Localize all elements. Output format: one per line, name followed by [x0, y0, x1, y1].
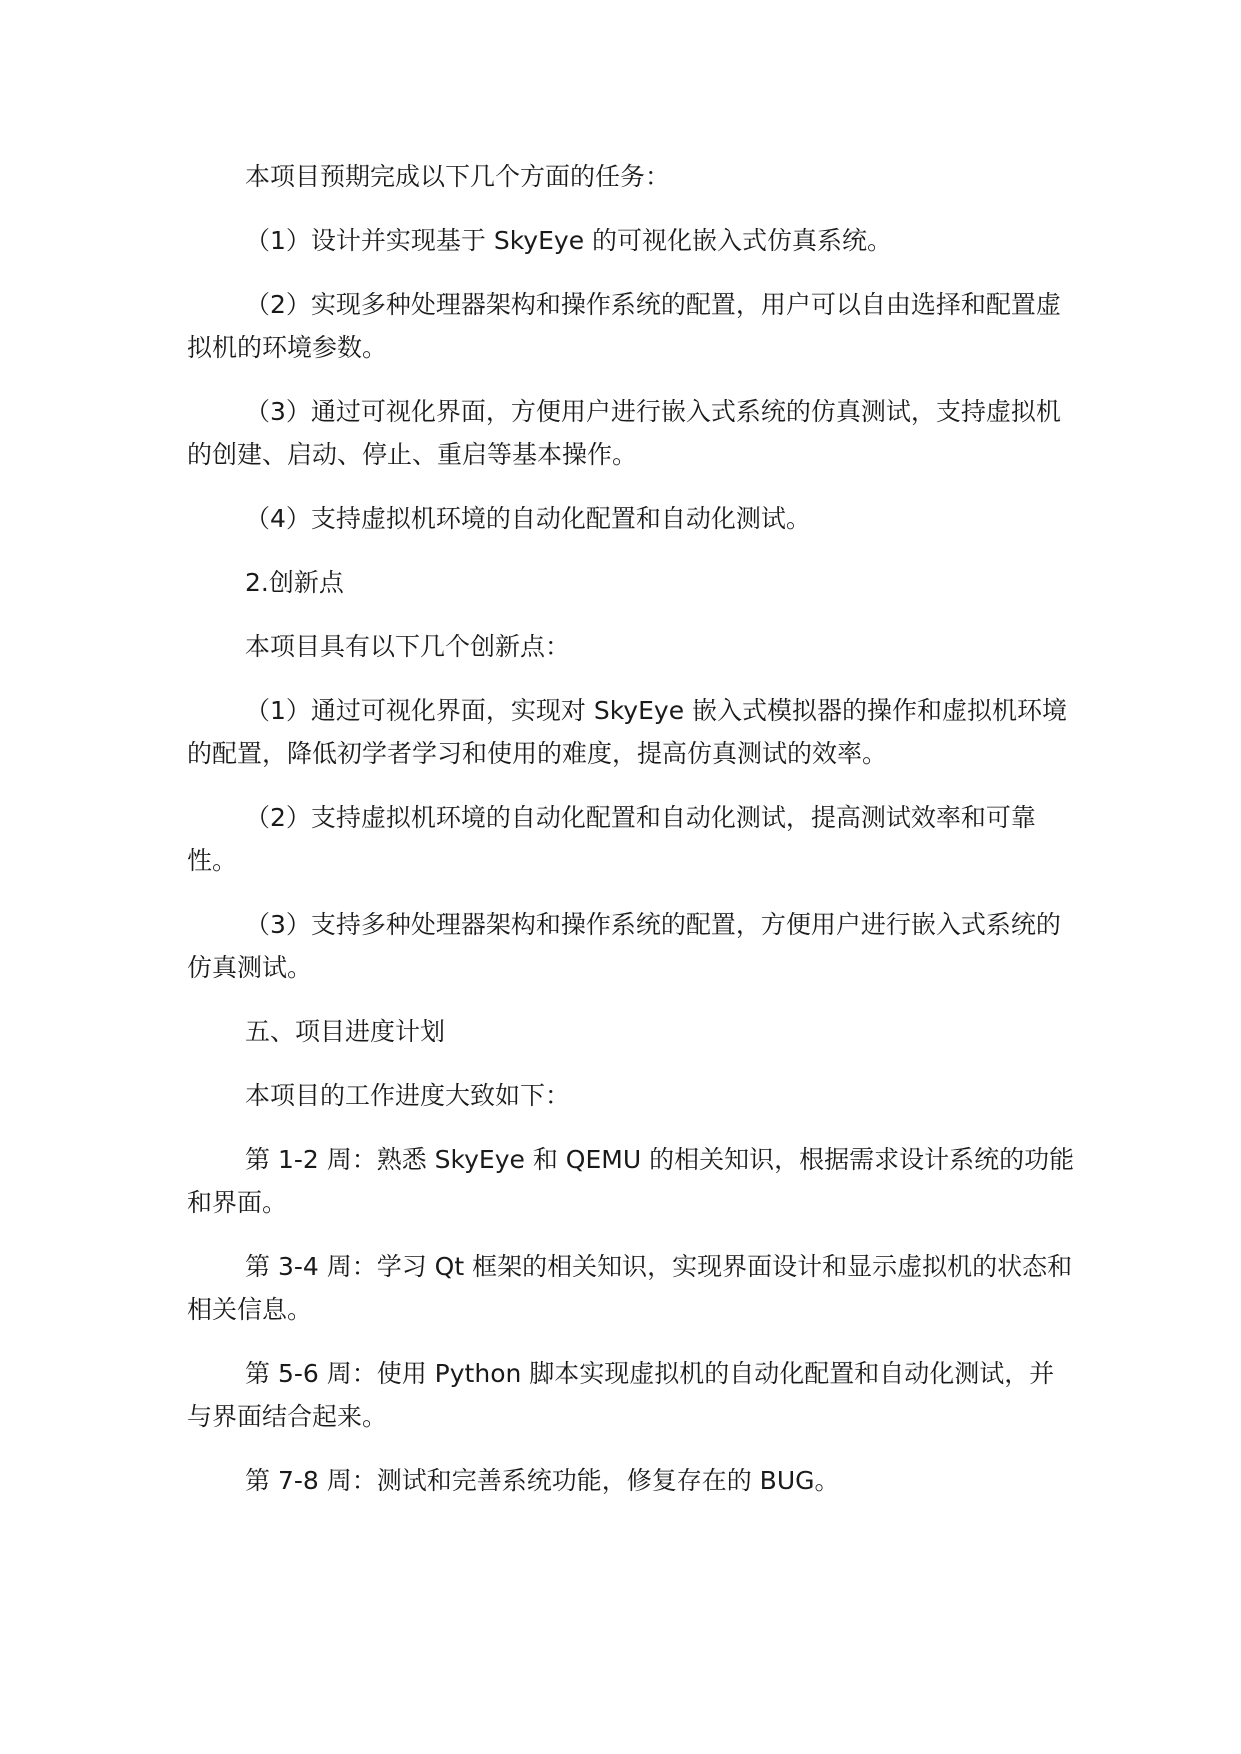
- paragraph-innovation-3: （3）支持多种处理器架构和操作系统的配置，方便用户进行嵌入式系统的仿真测试。: [187, 910, 1061, 982]
- paragraph-task-2: （2）实现多种处理器架构和操作系统的配置，用户可以自由选择和配置虚拟机的环境参数。: [187, 290, 1061, 362]
- section-heading-innovation: 2.创新点: [245, 568, 344, 597]
- paragraph-task-3: （3）通过可视化界面，方便用户进行嵌入式系统的仿真测试，支持虚拟机的创建、启动、停止、重启等基本操作。: [187, 397, 1061, 469]
- paragraph-schedule-week-1-2: 第 1-2 周：熟悉 SkyEye 和 QEMU 的相关知识，根据需求设计系统的功能和界面。: [187, 1145, 1075, 1217]
- paragraph-schedule-week-3-4: 第 3-4 周：学习 Qt 框架的相关知识，实现界面设计和显示虚拟机的状态和相关信息。: [187, 1252, 1073, 1324]
- paragraph-task-4: （4）支持虚拟机环境的自动化配置和自动化测试。: [245, 504, 811, 533]
- paragraph-innovation-intro: 本项目具有以下几个创新点：: [245, 632, 571, 661]
- paragraph-innovation-1: （1）通过可视化界面，实现对 SkyEye 嵌入式模拟器的操作和虚拟机环境的配置，降低初学者学习和使用的难度，提高仿真测试的效率。: [187, 696, 1068, 768]
- paragraph-task-1: （1）设计并实现基于 SkyEye 的可视化嵌入式仿真系统。: [245, 226, 893, 255]
- section-heading-schedule: 五、项目进度计划: [245, 1017, 446, 1046]
- paragraph-schedule-week-5-6: 第 5-6 周：使用 Python 脚本实现虚拟机的自动化配置和自动化测试，并与界面结合起来。: [187, 1359, 1055, 1431]
- paragraph-task-intro: 本项目预期完成以下几个方面的任务：: [245, 162, 671, 191]
- document-body: [187, 155, 1077, 1523]
- paragraph-schedule-intro: 本项目的工作进度大致如下：: [245, 1081, 571, 1110]
- paragraph-schedule-week-7-8: 第 7-8 周：测试和完善系统功能，修复存在的 BUG。: [245, 1466, 840, 1495]
- paragraph-innovation-2: （2）支持虚拟机环境的自动化配置和自动化测试，提高测试效率和可靠性。: [187, 803, 1036, 875]
